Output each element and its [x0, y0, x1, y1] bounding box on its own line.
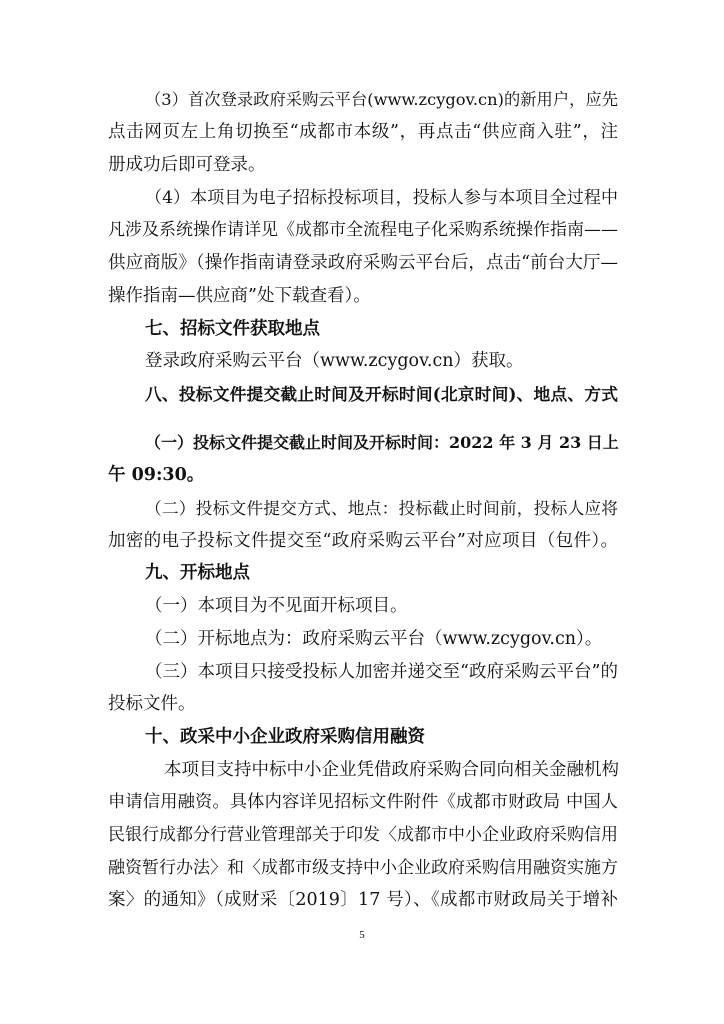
paragraph-line: （二）投标文件提交方式、地点：投标截止时间前，投标人应将 — [145, 498, 618, 518]
paragraph-line: 投标文件。 — [108, 694, 196, 714]
paragraph-line: 民银行成都分行营业管理部关于印发〈成都市中小企业政府采购信用 — [108, 825, 618, 845]
paragraph-line: 点击网页左上角切换至“成都市本级”，再点击“供应商入驻”，注 — [108, 122, 618, 142]
paragraph-line: （4）本项目为电子招标投标项目，投标人参与本项目全过程中 — [145, 188, 618, 208]
section-heading-8: 八、投标文件提交截止时间及开标时间(北京时间)、地点、方式 — [145, 384, 618, 404]
paragraph-line: 供应商版》（操作指南请登录政府采购云平台后，点击“前台大厅— — [108, 253, 618, 273]
paragraph-line: （三）本项目只接受投标人加密并递交至“政府采购云平台”的 — [145, 662, 618, 682]
subsection-heading: （一）投标文件提交截止时间及开标时间：2022 年 3 月 23 日上 — [145, 433, 619, 452]
paragraph-line: 登录政府采购云平台（www.zcygov.cn）获取。 — [145, 351, 524, 371]
paragraph-line: （二）开标地点为：政府采购云平台（www.zcygov.cn）。 — [145, 629, 603, 649]
paragraph-line: 加密的电子投标文件提交至“政府采购云平台”对应项目（包件）。 — [108, 531, 618, 551]
subsection-heading-cont: 午 09:30。 — [108, 465, 205, 485]
paragraph-line: 融资暂行办法〉和〈成都市级支持中小企业政府采购信用融资实施方 — [108, 858, 618, 878]
paragraph-line: 申请信用融资。具体内容详见招标文件附件《成都市财政局 中国人 — [108, 792, 618, 812]
paragraph-line: 本项目支持中标中小企业凭借政府采购合同向相关金融机构 — [164, 760, 619, 780]
section-heading-10: 十、政采中小企业政府采购信用融资 — [145, 727, 425, 747]
paragraph-line: 凡涉及系统操作请详见《成都市全流程电子化采购系统操作指南—— — [108, 220, 618, 240]
paragraph-line: （一）本项目为不见面开标项目。 — [145, 596, 408, 616]
section-heading-9: 九、开标地点 — [145, 563, 250, 583]
paragraph-line: 案〉的通知》（成财采〔2019〕17 号）、《成都市财政局关于增补 — [108, 890, 618, 910]
section-heading-7: 七、招标文件获取地点 — [145, 319, 320, 339]
paragraph-line: 操作指南—供应商”处下载查看）。 — [108, 286, 371, 306]
paragraph-line: （3）首次登录政府采购云平台(www.zcygov.cn)的新用户，应先 — [145, 90, 618, 109]
paragraph-line: 册成功后即可登录。 — [108, 155, 266, 175]
page-number: 5 — [359, 929, 365, 941]
